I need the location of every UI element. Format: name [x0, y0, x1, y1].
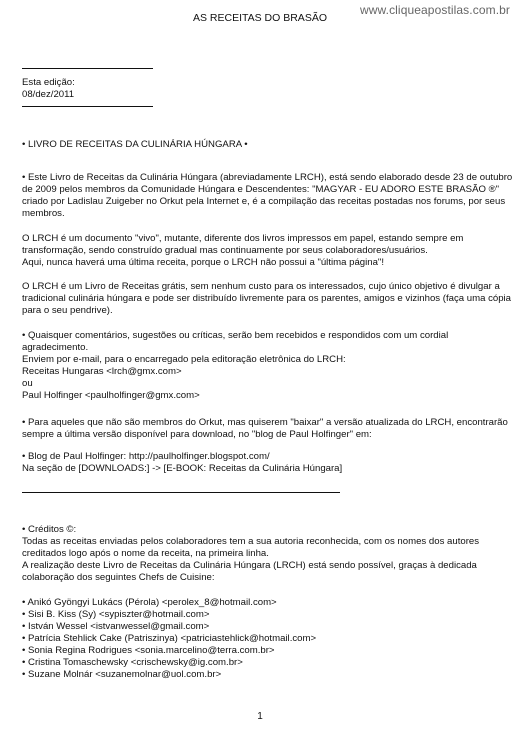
blog-paragraph: • Blog de Paul Holfinger: http://paulholfinger.blogspot.com/ Na seção de [DOWNLOADS:] -> [E-BOOK: Receitas da Culinária Húngara]: [22, 451, 512, 475]
intro-paragraph: • Este Livro de Receitas da Culinária Húngara (abreviadamente LRCH), está sendo elaborado desde 23 de outubro de 2009 pelos membros da Comunidade Húngara e Descendentes: "MAGYAR - EU ADORO ESTE BRASÃO ®" criado por Ladislau Zuigeber no Orkut pela Internet e, é a compilação das receitas postadas nos forums, por seus membros.: [22, 172, 513, 219]
watermark: www.cliqueapostilas.com.br: [360, 3, 510, 17]
contact-paragraph: • Quaisquer comentários, sugestões ou críticas, serão bem recebidos e respondidos com um cordial agradecimento. Enviem por e-mail, para o encarregado pela editoração eletrônica do LRCH: Receitas Hungaras <lrch@gmx.com> ou Paul Holfinger <paulholfinger@gmx.com>: [22, 330, 449, 401]
credits-paragraph: • Créditos ©: Todas as receitas enviadas pelos colaboradores tem a sua autoria reconhecida, com os nomes dos autores creditados logo após o nome da receita, na primeira linha. A realização deste Livro de Receitas da Culinária Húngara (LRCH) está sendo possível, graças à dedicada colaboração dos seguintes Chefs de Cuisine:: [22, 524, 480, 583]
list-item: • Sonia Regina Rodrigues <sonia.marcelino@terra.com.br>: [22, 645, 275, 656]
list-item: • Sisi B. Kiss (Sy) <sypiszter@hotmail.com>: [22, 609, 210, 620]
divider: [22, 492, 340, 493]
living-document-paragraph: O LRCH é um documento "vivo", mutante, diferente dos livros impressos em papel, estando sempre em transformação, sendo construído gradual mas continuamente por seus colaboradores/usuários. Aqui, nunca haverá uma última receita, porque o LRCH não possui a "última página"!: [22, 233, 464, 268]
list-item: • Patrícia Stehlick Cake (Patriszinya) <patriciastehlick@hotmail.com>: [22, 633, 317, 644]
edition-block: [22, 77, 512, 101]
edition-date: 08/dez/2011: [22, 89, 75, 100]
edition-label: Esta edição:: [22, 77, 75, 88]
list-item: • Anikó Gyöngyi Lukács (Pérola) <perolex_8@hotmail.com>: [22, 597, 277, 608]
page-number: 1: [257, 711, 263, 722]
download-paragraph: • Para aqueles que não são membros do Orkut, mas quiserem "baixar" a versão atualizada do LRCH, encontrarão sempre a última versão disponível para download, no "blog de Paul Holfinger" em:: [22, 417, 508, 440]
free-book-paragraph: O LRCH é um Livro de Receitas grátis, sem nenhum custo para os interessados, cujo único objetivo é divulgar a tradicional culinária húngara e pode ser distribuído livremente para os parentes, amigos e vizinhos (faça uma cópia para o seu pendrive).: [22, 281, 512, 316]
list-item: • István Wessel <istvanwessel@gmail.com>: [22, 621, 210, 632]
blog-link[interactable]: • Blog de Paul Holfinger: http://paulholfinger.blogspot.com/: [22, 451, 270, 462]
book-heading: • LIVRO DE RECEITAS DA CULINÁRIA HÚNGARA •: [22, 139, 248, 150]
divider: [22, 106, 153, 107]
divider: [22, 68, 153, 69]
list-item: • Cristina Tomaschewsky <crischewsky@ig.com.br>: [22, 657, 243, 668]
list-item: • Suzane Molnár <suzanemolnar@uol.com.br>: [22, 669, 222, 680]
document-title: AS RECEITAS DO BRASÃO: [192, 12, 327, 24]
chef-list: [22, 597, 512, 681]
